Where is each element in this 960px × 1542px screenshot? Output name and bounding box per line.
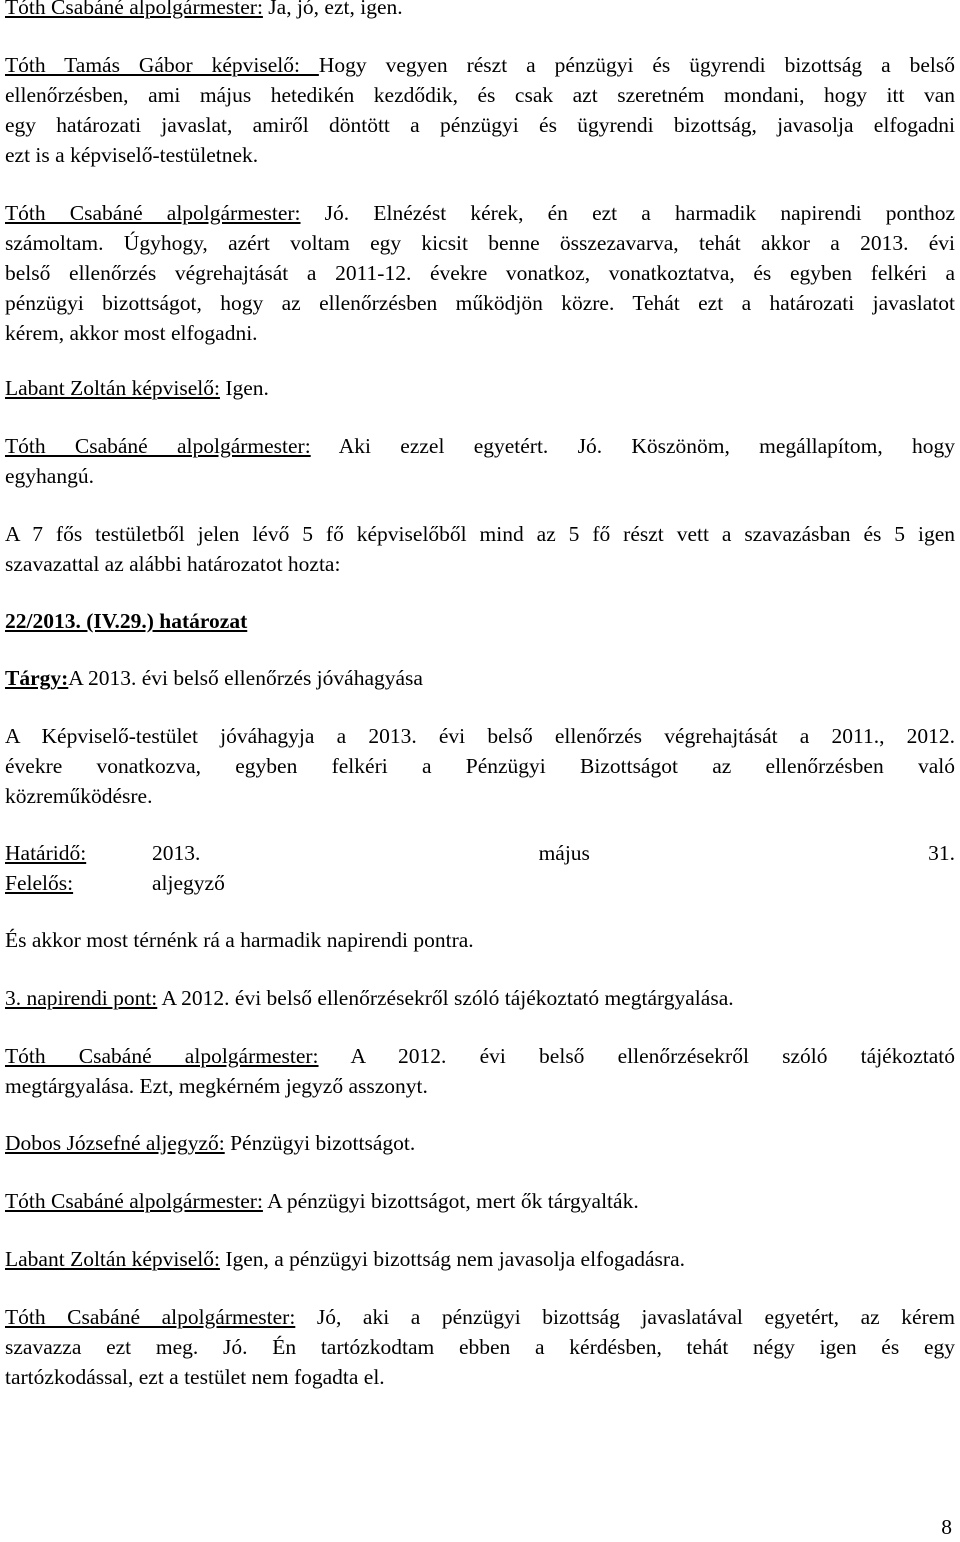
text-run: tartózkodással, ezt a testület nem fogadta el. — [5, 1365, 385, 1389]
text-run: belső ellenőrzés végrehajtását a 2011-12. évekre vonatkoz, vonatkoztatva, és egyben felkéri a — [5, 261, 955, 285]
text-line — [5, 1332, 955, 1362]
text-run: megtárgyalása. Ezt, megkérném jegyző asszonyt. — [5, 1074, 428, 1098]
speaker-label: Labant Zoltán képviselő: — [5, 376, 220, 400]
speaker-label: Tóth Csabáné alpolgármester: — [5, 201, 301, 225]
text-run: A 7 fős testületből jelen lévő 5 fő képviselőből mind az 5 fő részt vett a szavazásban és 5 igen — [5, 522, 955, 546]
text-line — [5, 663, 955, 693]
text-line — [5, 549, 955, 579]
text-run: Jó. Elnézést kérek, én ezt a harmadik napirendi ponthoz — [300, 201, 956, 225]
text-run: közreműködésre. — [5, 784, 153, 808]
text-line — [5, 1362, 955, 1392]
text-line — [5, 318, 955, 348]
text-run: egyhangú. — [5, 464, 94, 488]
text-run: szavazza ezt meg. Jó. Én tartózkodtam ebben a kérdésben, tehát négy igen és egy — [5, 1335, 955, 1359]
text-run: Aki ezzel egyetért. Jó. Köszönöm, megállapítom, hogy — [310, 434, 955, 458]
text-run: ellenőrzésben, ami május hetedikén kezdődik, és csak azt szeretném mondani, hogy itt van — [5, 83, 955, 107]
text-run: Igen. — [219, 376, 269, 400]
text-run: számoltam. Úgyhogy, azért voltam egy kicsit benne összezavarva, tehát akkor a 2013. évi — [5, 231, 955, 255]
text-line — [5, 781, 955, 811]
speaker-label: Dobos Józsefné aljegyző: — [5, 1131, 225, 1155]
paragraph — [5, 1302, 955, 1392]
speaker-label: Tóth Csabáné alpolgármester: — [5, 1044, 319, 1068]
speaker-label: 22/2013. (IV.29.) határozat — [5, 609, 248, 633]
text-line — [5, 838, 955, 868]
text-line — [5, 1128, 955, 1158]
text-line — [5, 1071, 955, 1101]
text-line — [5, 1244, 955, 1274]
text-line — [5, 258, 955, 288]
speaker-label: Tóth Csabáné alpolgármester: — [5, 1305, 296, 1329]
text-line — [5, 1302, 955, 1332]
text-run: ezt is a képviselő-testületnek. — [5, 143, 259, 167]
text-line — [5, 983, 955, 1013]
text-line — [5, 198, 955, 228]
paragraph — [5, 1186, 955, 1216]
text-line — [5, 606, 955, 636]
text-run: Pénzügyi bizottságot. — [224, 1131, 416, 1155]
text-run: A 2013. évi belső ellenőrzés jóváhagyása — [68, 666, 423, 690]
text-run: kérem, akkor most elfogadni. — [5, 321, 258, 345]
speaker-label: Tóth Tamás Gábor képviselő: — [5, 53, 319, 77]
text-run: egy határozati javaslat, amiről döntött a pénzügyi és ügyrendi bizottság, javasolja elfogadni — [5, 113, 955, 137]
speaker-label: Határidő: — [5, 841, 87, 865]
text-line — [5, 925, 955, 955]
paragraph — [5, 1041, 955, 1101]
paragraph — [5, 431, 955, 491]
text-line — [5, 721, 955, 751]
paragraph — [5, 925, 955, 955]
text-run: A pénzügyi bizottságot, mert ők tárgyalták. — [262, 1189, 639, 1213]
text-run: szavazattal az alábbi határozatot hozta: — [5, 552, 341, 576]
text-line — [5, 373, 955, 403]
text-line — [5, 80, 955, 110]
text-line — [5, 751, 955, 781]
text-line — [5, 1186, 955, 1216]
speaker-label: Tóth Csabáné alpolgármester: — [5, 0, 263, 19]
text-line — [5, 1041, 955, 1071]
paragraph — [5, 50, 955, 170]
text-line — [5, 461, 955, 491]
text-run: 2013. május 31. — [152, 841, 955, 865]
paragraph — [5, 838, 955, 898]
text-run: pénzügyi bizottságot, hogy az ellenőrzésben működjön közre. Tehát ezt a határozati javaslatot — [5, 291, 955, 315]
text-run: A 2012. évi belső ellenőrzésekről szóló tájékoztató — [318, 1044, 955, 1068]
text-line — [5, 0, 955, 22]
speaker-label: Tárgy: — [5, 666, 69, 690]
text-line — [5, 110, 955, 140]
paragraph — [5, 1128, 955, 1158]
paragraph — [5, 1244, 955, 1274]
page-number: 8 — [941, 1515, 952, 1539]
paragraph — [5, 373, 955, 403]
text-line — [5, 431, 955, 461]
text-run: A Képviselő-testület jóváhagyja a 2013. évi belső ellenőrzés végrehajtását a 2011., 2012. — [5, 724, 955, 748]
paragraph — [5, 721, 955, 811]
text-run: Igen, a pénzügyi bizottság nem javasolja elfogadásra. — [219, 1247, 686, 1271]
speaker-label: Felelős: — [5, 871, 74, 895]
text-run: A 2012. évi belső ellenőrzésekről szóló tájékoztató megtárgyalása. — [157, 986, 734, 1010]
text-line — [5, 868, 955, 898]
text-run: Hogy vegyen részt a pénzügyi és ügyrendi bizottság a belső — [318, 53, 955, 77]
text-run: Ja, jó, ezt, igen. — [262, 0, 403, 19]
paragraph — [5, 198, 955, 348]
text-run: Jó, aki a pénzügyi bizottság javaslatával egyetért, az kérem — [295, 1305, 955, 1329]
paragraph — [5, 606, 955, 636]
text-run: És akkor most térnénk rá a harmadik napirendi pontra. — [5, 928, 474, 952]
paragraph — [5, 983, 955, 1013]
text-line — [5, 228, 955, 258]
text-line — [5, 50, 955, 80]
text-line — [5, 519, 955, 549]
speaker-label: 3. napirendi pont: — [5, 986, 158, 1010]
paragraph — [5, 0, 955, 22]
speaker-label: Labant Zoltán képviselő: — [5, 1247, 220, 1271]
text-line — [5, 288, 955, 318]
text-run: aljegyző — [152, 871, 225, 895]
paragraph — [5, 663, 955, 693]
speaker-label: Tóth Csabáné alpolgármester: — [5, 434, 311, 458]
paragraph — [5, 519, 955, 579]
speaker-label: Tóth Csabáné alpolgármester: — [5, 1189, 263, 1213]
text-run: évekre vonatkozva, egyben felkéri a Pénzügyi Bizottságot az ellenőrzésben való — [5, 754, 955, 778]
text-line — [5, 140, 955, 170]
